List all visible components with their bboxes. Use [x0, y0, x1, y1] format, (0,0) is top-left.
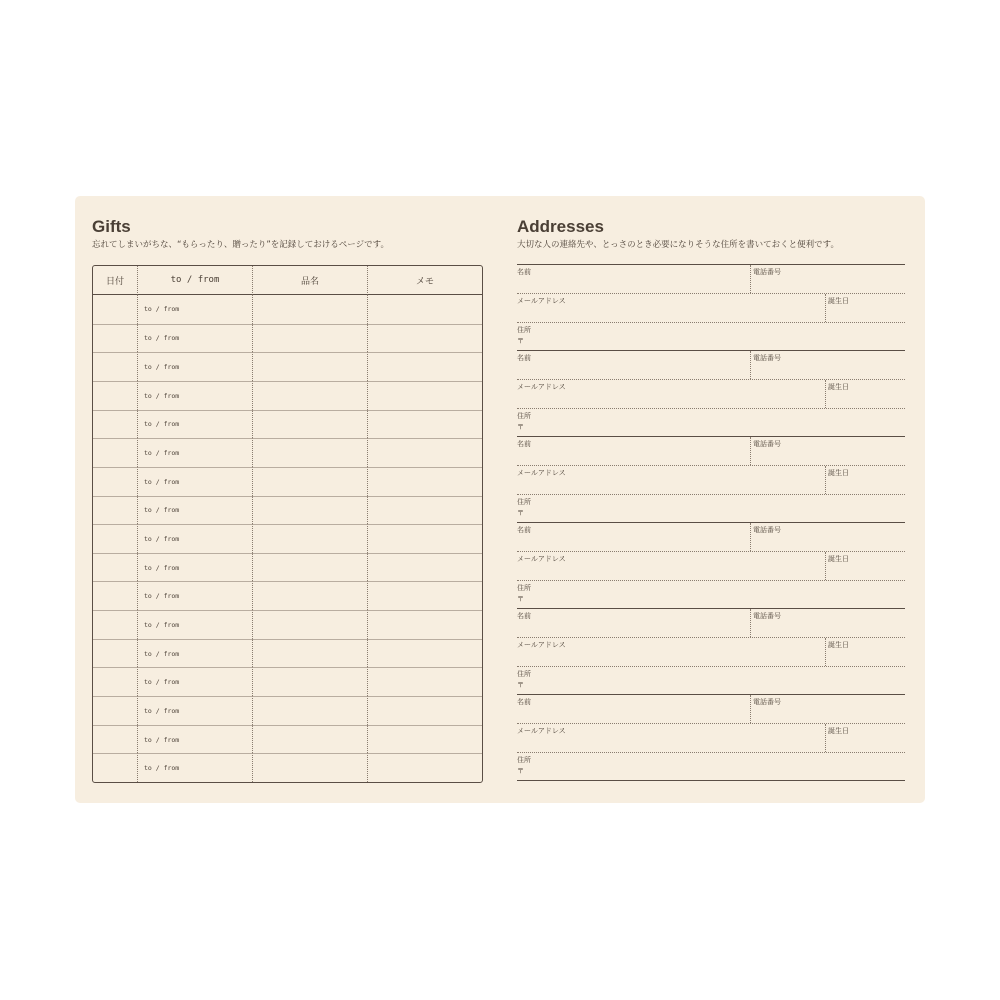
gifts-title: Gifts: [92, 217, 131, 236]
name-label: 名前: [517, 612, 531, 620]
address-entry: [517, 350, 905, 436]
gift-date-cell[interactable]: [93, 524, 138, 553]
birthday-label: 誕生日: [828, 555, 849, 563]
field-divider: [825, 380, 826, 408]
gift-to-from-cell[interactable]: to / from: [138, 438, 253, 467]
email-birthday-row[interactable]: [517, 638, 905, 667]
gift-memo-cell[interactable]: [368, 639, 482, 668]
gift-memo-cell[interactable]: [368, 524, 482, 553]
gift-memo-cell[interactable]: [368, 753, 482, 782]
addresses-title: Addresses: [517, 217, 604, 236]
gift-date-cell[interactable]: [93, 667, 138, 696]
gift-memo-cell[interactable]: [368, 438, 482, 467]
address-label: 住所: [517, 584, 531, 592]
gift-item-cell[interactable]: [253, 467, 368, 496]
gift-memo-cell[interactable]: [368, 696, 482, 725]
phone-label: 電話番号: [753, 526, 781, 534]
gift-date-cell[interactable]: [93, 639, 138, 668]
gift-memo-cell[interactable]: [368, 610, 482, 639]
gift-item-cell[interactable]: [253, 295, 368, 324]
gift-to-from-cell[interactable]: to / from: [138, 581, 253, 610]
name-label: 名前: [517, 268, 531, 276]
gift-item-cell[interactable]: [253, 639, 368, 668]
name-label: 名前: [517, 698, 531, 706]
field-divider: [750, 351, 751, 379]
gift-to-from-cell[interactable]: to / from: [138, 381, 253, 410]
header-to-from: to / from: [138, 266, 253, 295]
gift-item-cell[interactable]: [253, 610, 368, 639]
address-entry: [517, 694, 905, 780]
name-phone-row[interactable]: [517, 437, 905, 466]
address-entry: [517, 522, 905, 608]
field-divider: [750, 609, 751, 637]
gift-item-cell[interactable]: [253, 725, 368, 754]
gift-date-cell[interactable]: [93, 696, 138, 725]
gift-item-cell[interactable]: [253, 696, 368, 725]
gift-date-cell[interactable]: [93, 610, 138, 639]
gift-to-from-cell[interactable]: to / from: [138, 667, 253, 696]
name-label: 名前: [517, 526, 531, 534]
address-entry: [517, 608, 905, 694]
email-label: メールアドレス: [517, 727, 566, 735]
gift-date-cell[interactable]: [93, 324, 138, 353]
address-label: 住所: [517, 326, 531, 334]
postal-mark: 〒: [517, 509, 524, 517]
gift-memo-cell[interactable]: [368, 410, 482, 439]
gift-item-cell[interactable]: [253, 753, 368, 782]
address-entry: [517, 264, 905, 350]
gifts-table: [92, 265, 483, 783]
gift-item-cell[interactable]: [253, 352, 368, 381]
email-label: メールアドレス: [517, 641, 566, 649]
gift-to-from-cell[interactable]: to / from: [138, 467, 253, 496]
phone-label: 電話番号: [753, 440, 781, 448]
gift-date-cell[interactable]: [93, 381, 138, 410]
gift-memo-cell[interactable]: [368, 496, 482, 525]
name-phone-row[interactable]: [517, 523, 905, 552]
field-divider: [825, 724, 826, 752]
gift-memo-cell[interactable]: [368, 553, 482, 582]
email-birthday-row[interactable]: [517, 466, 905, 495]
field-divider: [825, 638, 826, 666]
header-memo: メモ: [368, 266, 482, 295]
gift-item-cell[interactable]: [253, 553, 368, 582]
postal-mark: 〒: [517, 337, 524, 345]
gift-memo-cell[interactable]: [368, 324, 482, 353]
gift-item-cell[interactable]: [253, 381, 368, 410]
name-label: 名前: [517, 440, 531, 448]
address-label: 住所: [517, 412, 531, 420]
field-divider: [825, 466, 826, 494]
email-birthday-row[interactable]: [517, 552, 905, 581]
name-label: 名前: [517, 354, 531, 362]
gift-memo-cell[interactable]: [368, 295, 482, 324]
name-phone-row[interactable]: [517, 351, 905, 380]
email-label: メールアドレス: [517, 297, 566, 305]
phone-label: 電話番号: [753, 268, 781, 276]
postal-mark: 〒: [517, 595, 524, 603]
postal-mark: 〒: [517, 423, 524, 431]
field-divider: [825, 294, 826, 322]
addresses-subtitle: 大切な人の連絡先や、とっさのとき必要になりそうな住所を書いておくと便利です。: [517, 240, 839, 250]
gift-date-cell[interactable]: [93, 467, 138, 496]
postal-mark: 〒: [517, 681, 524, 689]
gift-to-from-cell[interactable]: to / from: [138, 696, 253, 725]
field-divider: [750, 523, 751, 551]
birthday-label: 誕生日: [828, 297, 849, 305]
name-phone-row[interactable]: [517, 265, 905, 294]
gift-item-cell[interactable]: [253, 496, 368, 525]
gift-item-cell[interactable]: [253, 410, 368, 439]
gift-date-cell[interactable]: [93, 553, 138, 582]
gift-memo-cell[interactable]: [368, 381, 482, 410]
field-divider: [750, 437, 751, 465]
address-row[interactable]: [517, 753, 905, 781]
addresses-bottom-rule: [517, 780, 905, 781]
email-birthday-row[interactable]: [517, 294, 905, 323]
gift-to-from-cell[interactable]: to / from: [138, 496, 253, 525]
gift-memo-cell[interactable]: [368, 581, 482, 610]
gift-date-cell[interactable]: [93, 725, 138, 754]
gift-item-cell[interactable]: [253, 524, 368, 553]
gift-to-from-cell[interactable]: to / from: [138, 725, 253, 754]
gift-date-cell[interactable]: [93, 410, 138, 439]
email-label: メールアドレス: [517, 555, 566, 563]
address-row[interactable]: [517, 667, 905, 695]
birthday-label: 誕生日: [828, 641, 849, 649]
gift-to-from-cell[interactable]: to / from: [138, 753, 253, 782]
address-label: 住所: [517, 670, 531, 678]
field-divider: [750, 695, 751, 723]
gift-date-cell[interactable]: [93, 581, 138, 610]
address-row[interactable]: [517, 495, 905, 523]
gift-item-cell[interactable]: [253, 581, 368, 610]
email-label: メールアドレス: [517, 469, 566, 477]
email-birthday-row[interactable]: [517, 380, 905, 409]
email-label: メールアドレス: [517, 383, 566, 391]
email-birthday-row[interactable]: [517, 724, 905, 753]
birthday-label: 誕生日: [828, 383, 849, 391]
phone-label: 電話番号: [753, 698, 781, 706]
gift-memo-cell[interactable]: [368, 467, 482, 496]
gift-date-cell[interactable]: [93, 352, 138, 381]
gift-date-cell[interactable]: [93, 496, 138, 525]
name-phone-row[interactable]: [517, 695, 905, 724]
gift-memo-cell[interactable]: [368, 725, 482, 754]
gifts-subtitle: 忘れてしまいがちな、“もらったり、贈ったり”を記録しておけるページです。: [92, 240, 389, 250]
address-row[interactable]: [517, 323, 905, 351]
birthday-label: 誕生日: [828, 469, 849, 477]
address-label: 住所: [517, 756, 531, 764]
phone-label: 電話番号: [753, 612, 781, 620]
gift-memo-cell[interactable]: [368, 352, 482, 381]
gift-to-from-cell[interactable]: to / from: [138, 553, 253, 582]
gift-to-from-cell[interactable]: to / from: [138, 295, 253, 324]
gift-memo-cell[interactable]: [368, 667, 482, 696]
phone-label: 電話番号: [753, 354, 781, 362]
address-entry: [517, 436, 905, 522]
gift-to-from-cell[interactable]: to / from: [138, 410, 253, 439]
gift-date-cell[interactable]: [93, 438, 138, 467]
address-label: 住所: [517, 498, 531, 506]
gift-to-from-cell[interactable]: to / from: [138, 639, 253, 668]
name-phone-row[interactable]: [517, 609, 905, 638]
header-item-name: 品名: [253, 266, 368, 295]
gift-item-cell[interactable]: [253, 438, 368, 467]
gift-to-from-cell[interactable]: to / from: [138, 352, 253, 381]
birthday-label: 誕生日: [828, 727, 849, 735]
gift-item-cell[interactable]: [253, 667, 368, 696]
postal-mark: 〒: [517, 767, 524, 775]
address-row[interactable]: [517, 581, 905, 609]
gift-to-from-cell[interactable]: to / from: [138, 524, 253, 553]
header-date: 日付: [93, 266, 138, 295]
gift-date-cell[interactable]: [93, 295, 138, 324]
address-row[interactable]: [517, 409, 905, 437]
gift-to-from-cell[interactable]: to / from: [138, 324, 253, 353]
field-divider: [825, 552, 826, 580]
gift-to-from-cell[interactable]: to / from: [138, 610, 253, 639]
gift-item-cell[interactable]: [253, 324, 368, 353]
gift-date-cell[interactable]: [93, 753, 138, 782]
field-divider: [750, 265, 751, 293]
